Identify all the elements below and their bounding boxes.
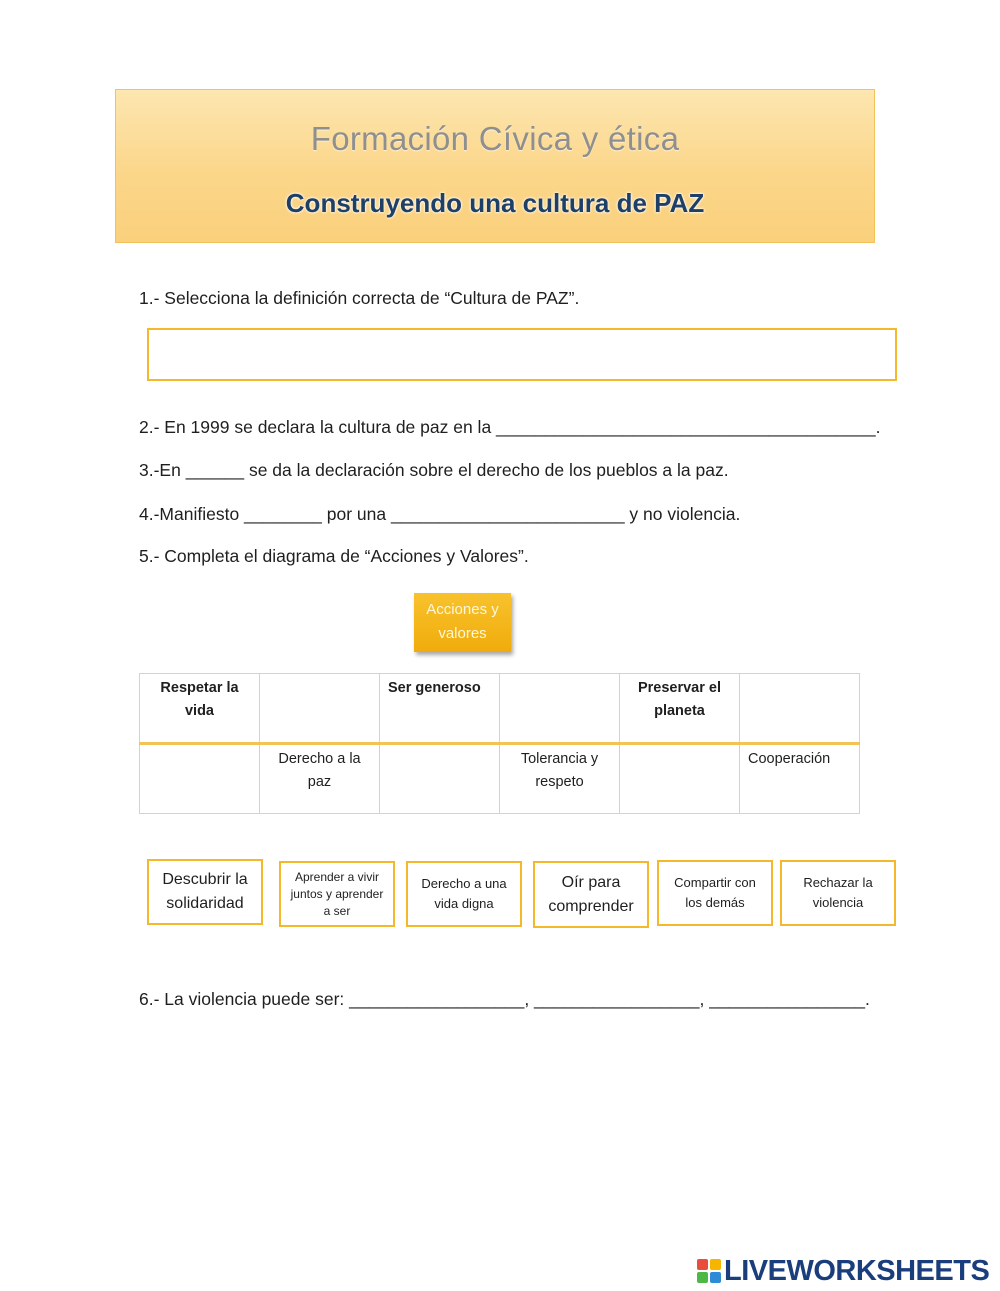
option-label: Rechazar la violencia [803,875,873,910]
answer-dropdown-q1[interactable] [147,328,897,381]
drag-option-descubrir[interactable] [147,859,263,925]
drag-option-compartir[interactable] [657,860,773,926]
diagram-cell: Tolerancia y respeto [500,744,620,814]
drag-option-rechazar[interactable] [780,860,896,926]
diagram-drop-cell[interactable] [500,674,620,744]
diagram-table [139,673,860,814]
logo-square [710,1272,721,1283]
logo-square [697,1272,708,1283]
question-5: 5.- Completa el diagrama de “Acciones y Valores”. [139,546,529,566]
drag-option-aprender[interactable] [279,861,395,927]
option-label: Derecho a una vida digna [421,876,507,911]
logo-icon [697,1259,721,1283]
diagram-drop-cell[interactable] [620,744,740,814]
diagram-cell: Cooperación [740,744,860,814]
diagram-cell: Preservar el planeta [620,674,740,744]
drag-option-derecho[interactable] [406,861,522,927]
logo-square [697,1259,708,1270]
option-label: Compartir con los demás [674,875,756,910]
liveworksheets-logo [697,1256,989,1286]
page-subtitle: Construyendo una cultura de PAZ [285,188,705,218]
question-4: 4.-Manifiesto ________ por una ________________________ y no violencia. [139,504,741,524]
logo-square [710,1259,721,1270]
diagram-cell: Ser generoso [380,674,500,744]
option-label: Descubrir la solidaridad [162,871,248,912]
drag-option-oir[interactable] [533,861,649,928]
question-6: 6.- La violencia puede ser: __________________, _________________, ________________. [139,989,870,1009]
title-banner [115,89,875,243]
diagram-drop-cell[interactable] [380,744,500,814]
question-3: 3.-En ______ se da la declaración sobre el derecho de los pueblos a la paz. [139,460,729,480]
diagram-cell: Derecho a la paz [260,744,380,814]
diagram-drop-cell[interactable] [260,674,380,744]
diagram-center-box: Acciones y valores [414,593,511,652]
table-row [140,674,860,744]
option-label: Oír para comprender [548,873,634,915]
diagram-drop-cell[interactable] [740,674,860,744]
question-1: 1.- Selecciona la definición correcta de “Cultura de PAZ”. [139,288,580,308]
question-2: 2.- En 1999 se declara la cultura de paz en la _______________________________________. [139,417,881,437]
diagram-drop-cell[interactable] [140,744,260,814]
page-title: Formación Cívica y ética [310,120,680,157]
table-row [140,744,860,814]
logo-text: LIVEWORKSHEETS [724,1254,990,1287]
diagram-cell: Respetar la vida [140,674,260,744]
option-label: Aprender a vivir juntos y aprender a ser [290,869,384,918]
